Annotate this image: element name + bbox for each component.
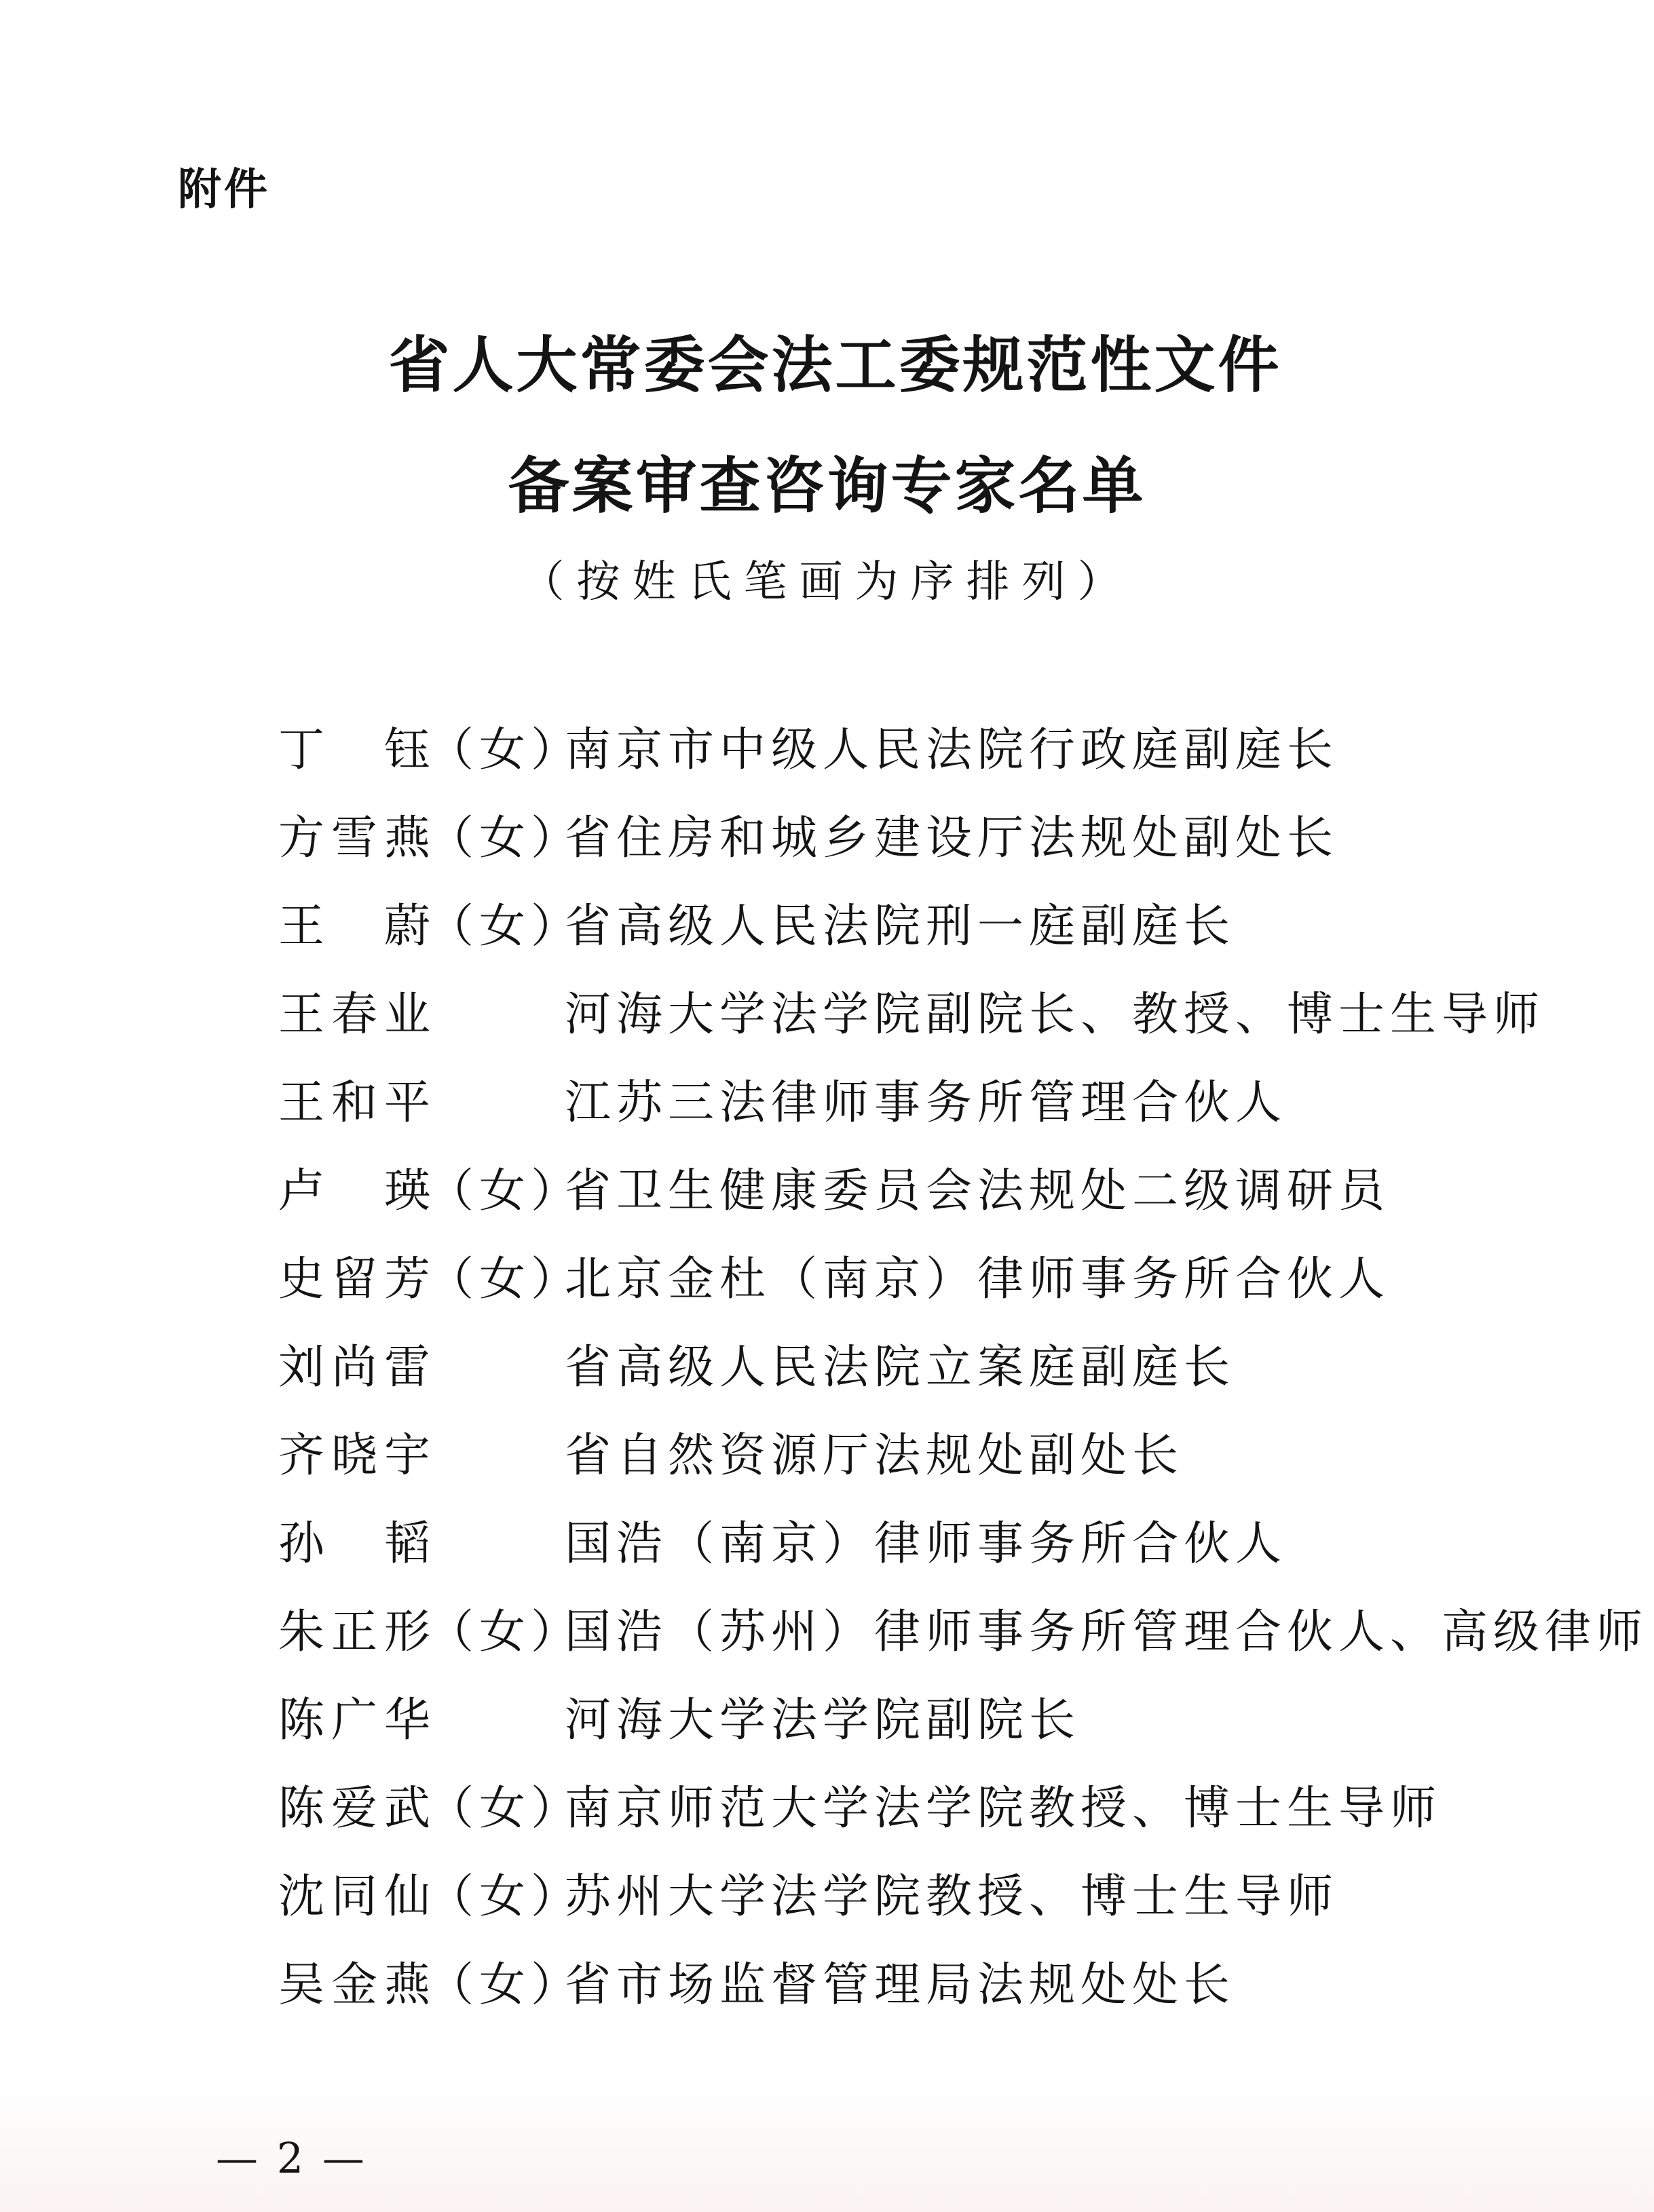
expert-name: 陈爱武 <box>278 1782 438 1835</box>
expert-position: 国浩（苏州）律师事务所管理合伙人、高级律师 <box>565 1605 1649 1659</box>
expert-position: 江苏三法律师事务所管理合伙人 <box>565 1076 1288 1130</box>
expert-gender: （女） <box>428 812 583 865</box>
list-item <box>278 1782 1602 1874</box>
expert-position: 省高级人民法院刑一庭副庭长 <box>565 900 1236 953</box>
expert-position: 省卫生健康委员会法规处二级调研员 <box>565 1164 1391 1218</box>
expert-gender: （女） <box>428 723 583 777</box>
list-item <box>278 1164 1602 1257</box>
expert-position: 省自然资源厅法规处副处长 <box>565 1429 1184 1483</box>
expert-position: 南京师范大学法学院教授、博士生导师 <box>565 1782 1442 1835</box>
expert-name: 王 蔚 <box>278 900 438 953</box>
list-item <box>278 988 1602 1080</box>
document-subtitle: （按姓氏笔画为序排列） <box>521 557 1133 607</box>
list-item <box>278 1694 1602 1786</box>
expert-name: 卢 瑛 <box>278 1164 438 1218</box>
expert-position: 省高级人民法院立案庭副庭长 <box>565 1341 1236 1394</box>
expert-name: 陈广华 <box>278 1694 438 1747</box>
attachment-label: 附件 <box>178 165 270 215</box>
expert-position: 省住房和城乡建设厅法规处副处长 <box>565 812 1339 865</box>
expert-name: 刘尚雷 <box>278 1341 438 1394</box>
document-title-line-1: 省人大常委会法工委规范性文件 <box>388 330 1282 401</box>
expert-position: 省市场监督管理局法规处处长 <box>565 1958 1236 2012</box>
expert-name: 孙 韬 <box>278 1517 438 1571</box>
list-item <box>278 1958 1602 2051</box>
expert-name: 齐晓宇 <box>278 1429 438 1483</box>
expert-gender: （女） <box>428 1253 583 1306</box>
list-item <box>278 1870 1602 1962</box>
list-item <box>278 1605 1649 1698</box>
list-item <box>278 812 1602 904</box>
expert-gender: （女） <box>428 1164 583 1218</box>
expert-position: 国浩（南京）律师事务所合伙人 <box>565 1517 1288 1571</box>
expert-gender: （女） <box>428 1782 583 1835</box>
expert-name: 朱正形 <box>278 1605 438 1659</box>
expert-name: 史留芳 <box>278 1253 438 1306</box>
expert-name: 方雪燕 <box>278 812 438 865</box>
expert-name: 吴金燕 <box>278 1958 438 2012</box>
expert-name: 王和平 <box>278 1076 438 1130</box>
document-title-line-2: 备案审查咨询专家名单 <box>508 451 1146 522</box>
list-item <box>278 723 1602 816</box>
page-number: — 2 — <box>216 2133 367 2183</box>
expert-position: 南京市中级人民法院行政庭副庭长 <box>565 723 1339 777</box>
expert-name: 丁 钰 <box>278 723 438 777</box>
list-item <box>278 1341 1602 1433</box>
expert-gender: （女） <box>428 900 583 953</box>
expert-name: 王春业 <box>278 988 438 1042</box>
list-item <box>278 1076 1602 1168</box>
expert-position: 苏州大学法学院教授、博士生导师 <box>565 1870 1339 1924</box>
list-item <box>278 900 1602 992</box>
expert-gender: （女） <box>428 1870 583 1924</box>
expert-position: 北京金杜（南京）律师事务所合伙人 <box>565 1253 1391 1306</box>
expert-position: 河海大学法学院副院长 <box>565 1694 1081 1747</box>
expert-position: 河海大学法学院副院长、教授、博士生导师 <box>565 988 1545 1042</box>
expert-list <box>278 723 1649 2051</box>
list-item <box>278 1429 1602 1521</box>
list-item <box>278 1253 1602 1345</box>
list-item <box>278 1517 1602 1609</box>
expert-gender: （女） <box>428 1605 583 1659</box>
expert-gender: （女） <box>428 1958 583 2012</box>
expert-name: 沈同仙 <box>278 1870 438 1924</box>
